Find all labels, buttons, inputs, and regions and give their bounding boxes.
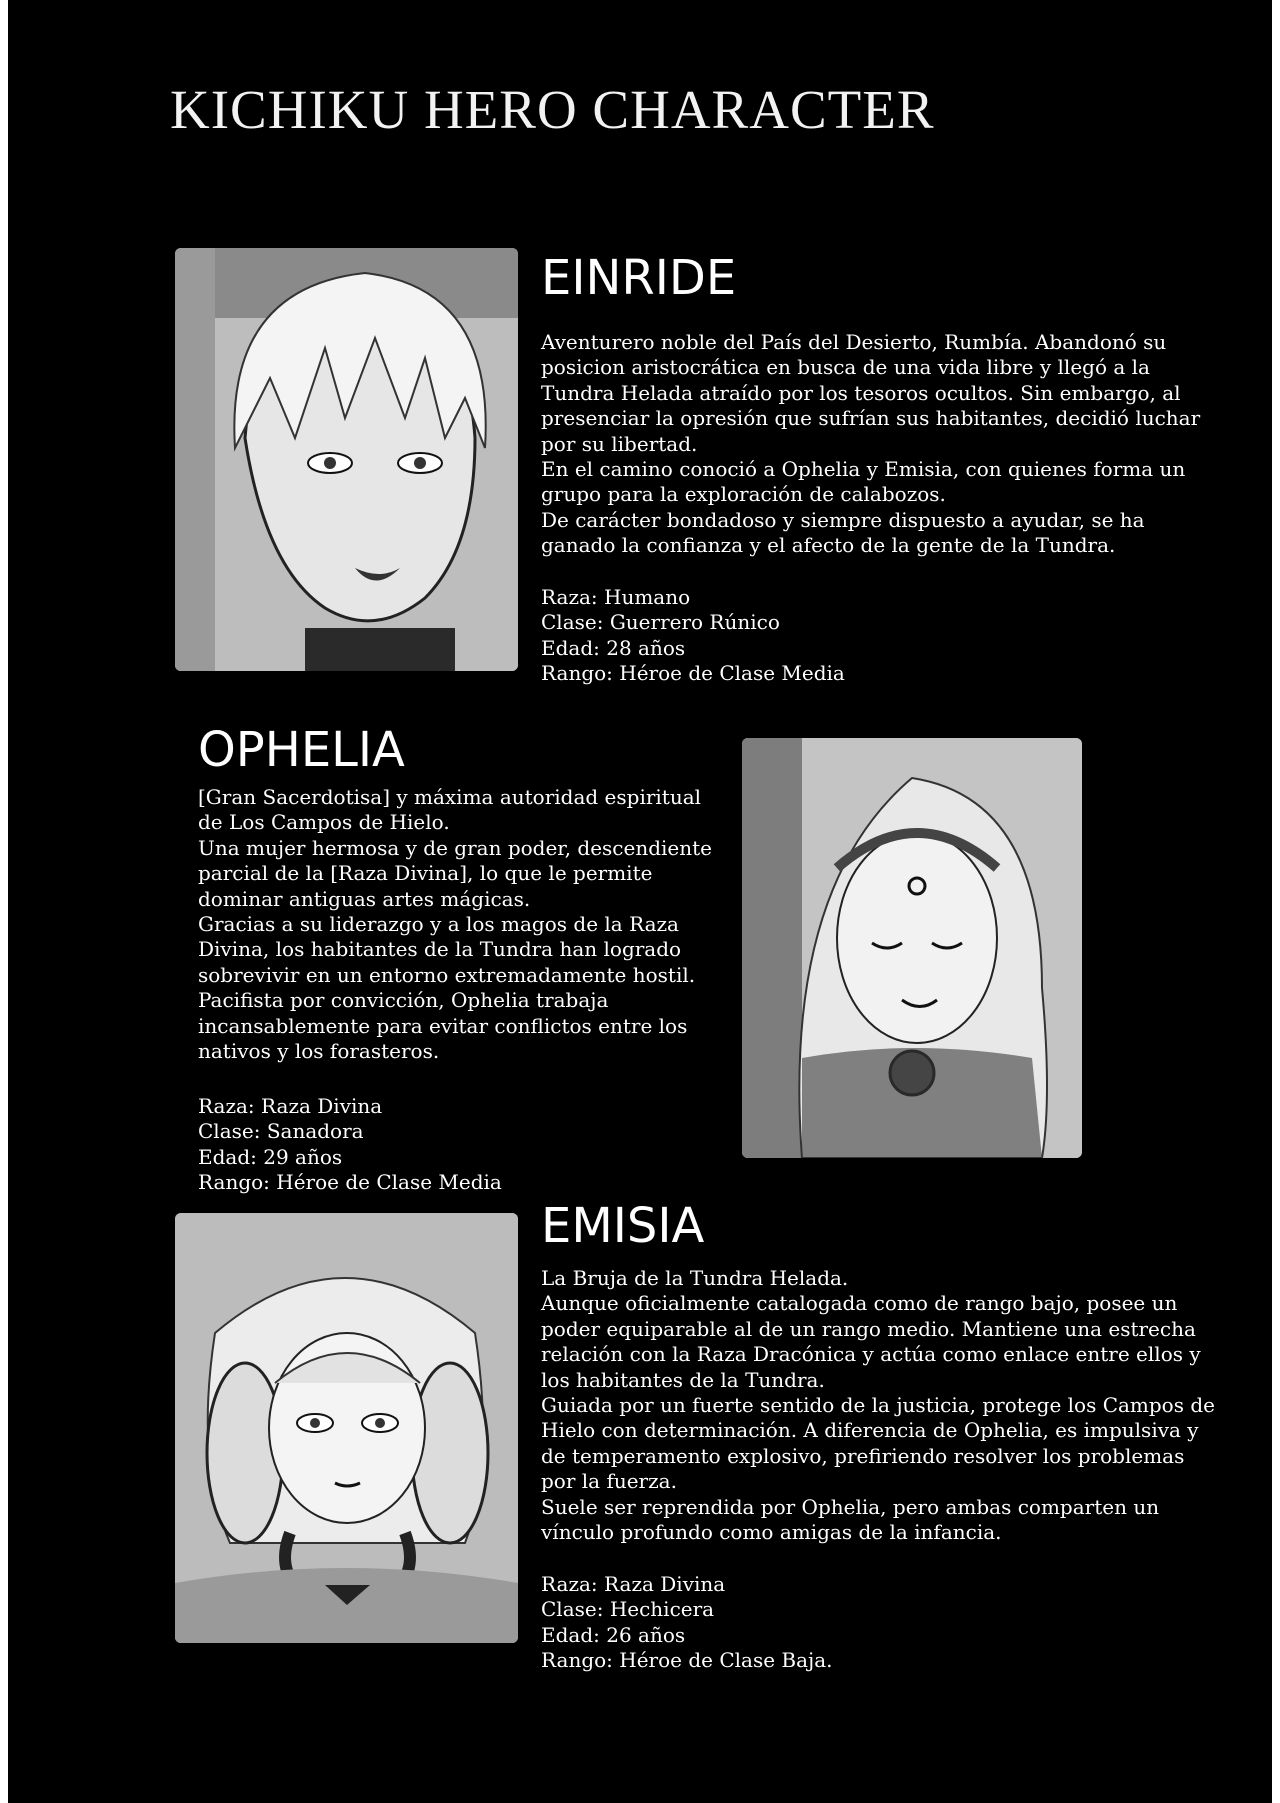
bio-line: sobrevivir en un entorno extremadamente hostil. [198, 962, 696, 987]
character-page [8, 0, 1272, 1803]
character-bio [541, 330, 1200, 559]
character-name: EINRIDE [541, 250, 737, 306]
character-stats [198, 1094, 502, 1196]
stat-age: Edad: 28 años [541, 635, 686, 660]
bio-line: posicion aristocrática en busca de una vida libre y llegó a la [541, 355, 1150, 380]
ophelia-portrait [742, 738, 1082, 1158]
character-bio [198, 785, 712, 1064]
bio-line: de Los Campos de Hielo. [198, 810, 450, 835]
bio-line: dominar antiguas artes mágicas. [198, 886, 531, 911]
stat-race: Raza: Humano [541, 585, 691, 609]
bio-line: En el camino conoció a Ophelia y Emisia, con quienes forma un [541, 457, 1186, 482]
einride-portrait [175, 248, 518, 671]
bio-line: presenciar la opresión que sufrían sus habitantes, decidió luchar [541, 406, 1201, 431]
stat-race: Raza: Raza Divina [198, 1094, 383, 1118]
bio-line: Pacifista por convicción, Ophelia trabaja [198, 988, 609, 1013]
bio-line: de temperamento explosivo, prefiriendo resolver los problemas [541, 1443, 1185, 1468]
stat-age: Edad: 26 años [541, 1622, 686, 1647]
bio-line: por la fuerza. [541, 1469, 677, 1494]
bio-line: relación con la Raza Dracónica y actúa como enlace entre ellos y [541, 1342, 1201, 1367]
bio-line: por su libertad. [541, 431, 698, 456]
bio-line: Hielo con determinación. A diferencia de Ophelia, es impulsiva y [541, 1418, 1199, 1443]
stat-rank: Rango: Héroe de Clase Baja. [541, 1648, 833, 1673]
emisia-portrait [175, 1213, 518, 1643]
stat-class: Clase: Guerrero Rúnico [541, 610, 780, 635]
page-title: KICHIKU HERO CHARACTER [170, 79, 935, 140]
bio-line: grupo para la exploración de calabozos. [541, 482, 946, 507]
bio-line: [Gran Sacerdotisa] y máxima autoridad espiritual [198, 785, 702, 809]
character-stats [541, 585, 845, 687]
bio-line: De carácter bondadoso y siempre dispuesto a ayudar, se ha [541, 507, 1145, 532]
bio-line: La Bruja de la Tundra Helada. [541, 1266, 849, 1290]
character-name: OPHELIA [198, 722, 405, 778]
bio-line: Guiada por un fuerte sentido de la justicia, protege los Campos de [541, 1393, 1215, 1418]
stat-rank: Rango: Héroe de Clase Media [198, 1170, 502, 1195]
bio-line: Suele ser reprendida por Ophelia, pero ambas comparten un [541, 1494, 1160, 1519]
bio-line: incansablemente para evitar conflictos entre los [198, 1013, 688, 1038]
bio-line: Aunque oficialmente catalogada como de rango bajo, posee un [541, 1291, 1178, 1316]
bio-line: Una mujer hermosa y de gran poder, descendiente [198, 835, 712, 860]
bio-line: los habitantes de la Tundra. [541, 1367, 825, 1392]
stat-class: Clase: Sanadora [198, 1119, 364, 1144]
character-name: EMISIA [541, 1198, 705, 1254]
character-stats [541, 1572, 833, 1674]
stat-age: Edad: 29 años [198, 1144, 343, 1169]
bio-line: Tundra Helada atraído por los tesoros ocultos. Sin embargo, al [541, 380, 1181, 405]
bio-line: Divina, los habitantes de la Tundra han logrado [198, 937, 682, 962]
stat-race: Raza: Raza Divina [541, 1572, 726, 1596]
bio-line: parcial de la [Raza Divina], lo que le permite [198, 861, 653, 886]
stat-class: Clase: Hechicera [541, 1597, 715, 1622]
bio-line: poder equiparable al de un rango medio. Mantiene una estrecha [541, 1316, 1196, 1341]
bio-line: nativos y los forasteros. [198, 1039, 440, 1064]
bio-line: vínculo profundo como amigas de la infancia. [541, 1520, 1002, 1545]
bio-line: ganado la confianza y el afecto de la gente de la Tundra. [541, 533, 1116, 558]
stat-rank: Rango: Héroe de Clase Media [541, 661, 845, 686]
bio-line: Aventurero noble del País del Desierto, Rumbía. Abandonó su [541, 330, 1167, 354]
bio-line: Gracias a su liderazgo y a los magos de la Raza [198, 912, 679, 937]
character-bio [541, 1266, 1215, 1545]
